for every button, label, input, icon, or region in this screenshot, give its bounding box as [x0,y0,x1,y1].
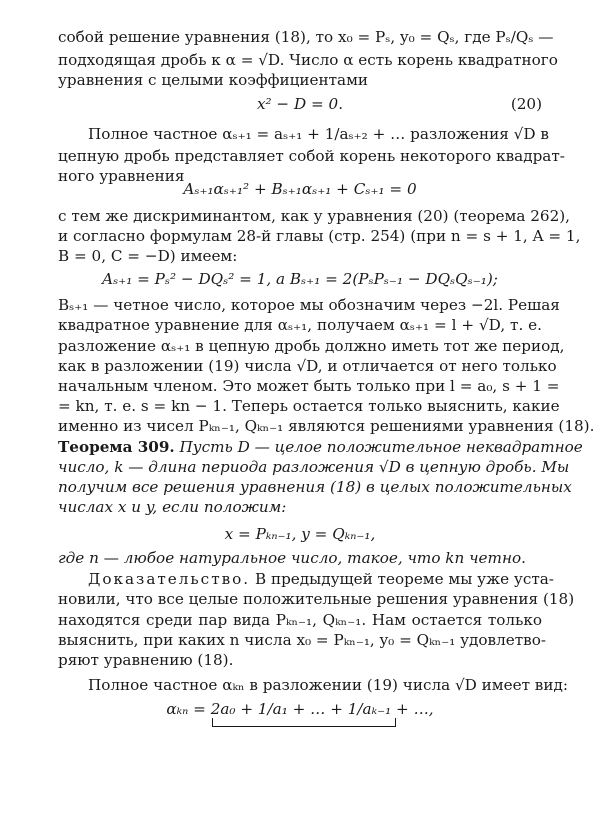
proof-label: Доказательство. [88,570,251,588]
text-line: В предыдущей теореме мы уже уста- [254,570,554,588]
theorem-label: Теорема 309. [58,438,175,456]
theorem-line [58,438,583,457]
underbrace [212,718,396,727]
text-line: квадратное уравнение для αₛ₊₁, получаем αₛ₊₁ = l + √D, т. е. [58,316,542,334]
text-line: выяснить, при каких n числа x₀ = Pₖₙ₋₁, y₀ = Qₖₙ₋₁ удовлетво- [58,631,546,649]
text-line: числах x и y, если положим: [58,498,287,516]
text-line: Полное частное αₖₙ в разложении (19) числа √D имеет вид: [88,676,568,694]
text-line: ного уравнения [58,167,185,185]
equation: Aₛ₊₁αₛ₊₁² + Bₛ₊₁αₛ₊₁ + Cₛ₊₁ = 0 [183,180,417,198]
equation: αₖₙ = 2a₀ + 1/a₁ + … + 1/aₖ₋₁ + …, [166,700,434,718]
text-line: ряют уравнению (18). [58,651,234,669]
equation-number: (20) [510,95,542,113]
text-line: с тем же дискриминантом, как у уравнения (20) (теорема 262), [58,207,570,225]
text-line: начальным членом. Это может быть только при l = a₀, s + 1 = [58,377,560,395]
text-line: разложение αₛ₊₁ в цепную дробь должно иметь тот же период, [58,337,565,355]
text-line: B = 0, C = −D) имеем: [58,247,238,265]
text-line: собой решение уравнения (18), то x₀ = Pₛ, y₀ = Qₛ, где Pₛ/Qₛ — [58,28,554,46]
equation: x = Pₖₙ₋₁, y = Qₖₙ₋₁, [224,525,376,543]
text-line: = kn, т. е. s = kn − 1. Теперь остается только выяснить, какие [58,397,560,415]
text-line: именно из чисел Pₖₙ₋₁, Qₖₙ₋₁ являются решениями уравнения (18). [58,417,595,435]
text-line: новили, что все целые положительные решения уравнения (18) [58,590,575,608]
equation: Aₛ₊₁ = Pₛ² − DQₛ² = 1, а Bₛ₊₁ = 2(PₛPₛ₋₁ − DQₛQₛ₋₁); [102,270,498,288]
text-line: Полное частное αₛ₊₁ = aₛ₊₁ + 1/aₛ₊₂ + … разложения √D в [88,125,549,143]
text-line: получим все решения уравнения (18) в целых положительных [58,478,572,496]
text-line: уравнения с целыми коэффициентами [58,71,369,89]
text-line: подходящая дробь к α = √D. Число α есть корень квадратного [58,51,558,69]
text-line: цепную дробь представляет собой корень некоторого квадрат- [58,147,565,165]
text-line: и согласно формулам 28-й главы (стр. 254) (при n = s + 1, A = 1, [58,227,581,245]
proof-line [88,570,554,589]
text-line: находятся среди пар вида Pₖₙ₋₁, Qₖₙ₋₁. Нам остается только [58,611,542,629]
text-line: Пусть D — целое положительное неквадратное [179,438,583,456]
text-line: число, k — длина периода разложения √D в цепную дробь. Мы [58,458,570,476]
equation: x² − D = 0. [256,95,344,113]
text-line: как в разложении (19) числа √D, и отличается от него только [58,357,557,375]
text-line: где n — любое натуральное число, такое, что kn четно. [58,549,526,567]
text-line: Bₛ₊₁ — четное число, которое мы обозначим через −2l. Решая [58,296,560,314]
